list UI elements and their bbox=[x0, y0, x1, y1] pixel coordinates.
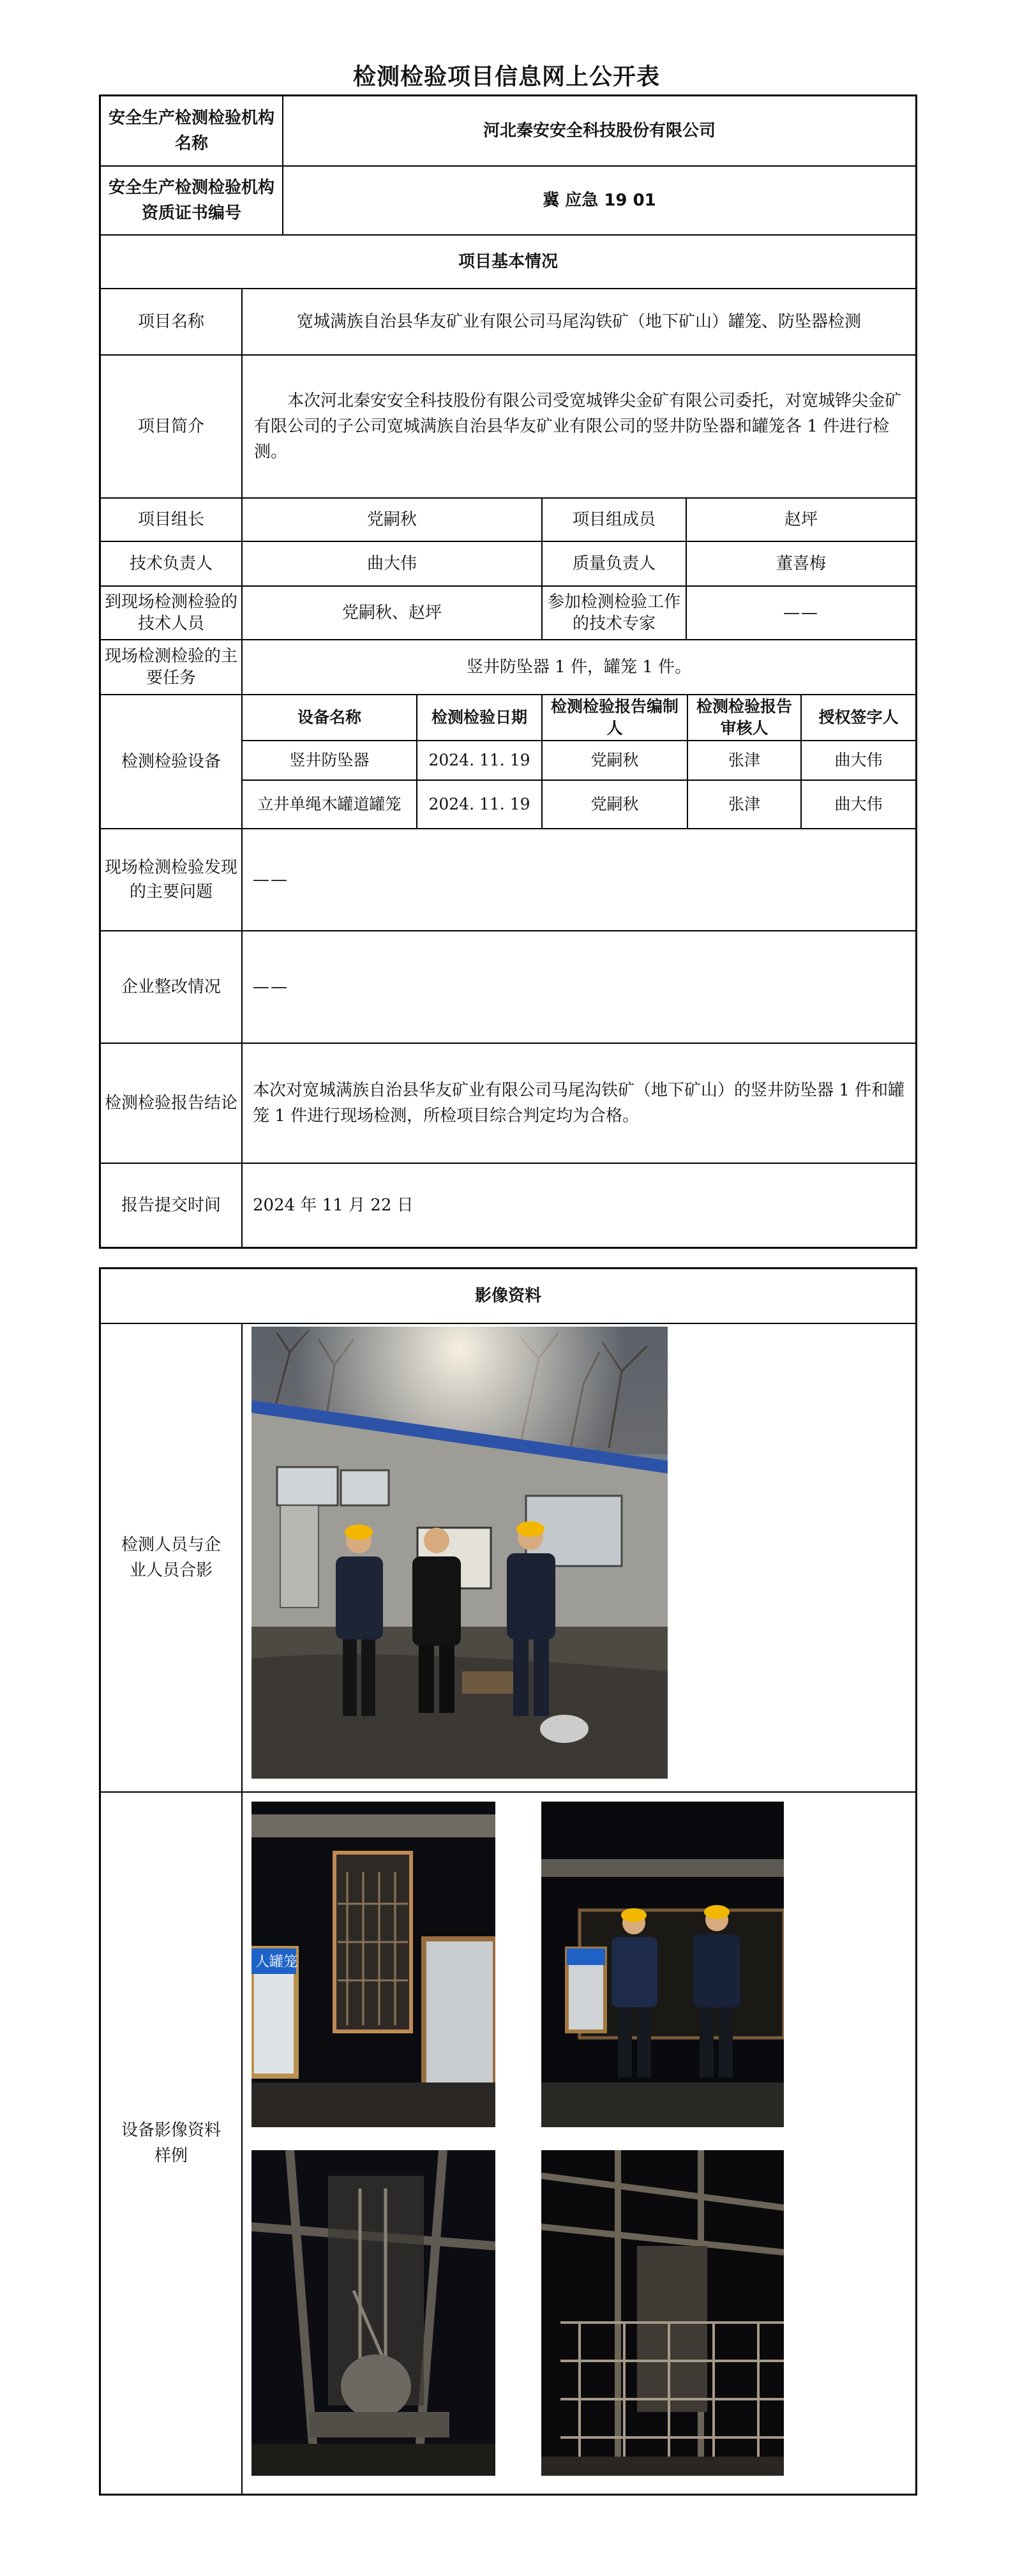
table-row bbox=[243, 781, 915, 828]
conclusion-text: 本次对宽城满族自治县华友矿业有限公司马尾沟铁矿（地下矿山）的竖井防坠器 1 件和罐笼 1 件进行现场检测，所检项目综合判定均为合格。 bbox=[241, 1044, 915, 1163]
headframe-image bbox=[251, 2150, 495, 2476]
equip-cell: 2024. 11. 19 bbox=[416, 781, 541, 828]
intro-label: 项目简介 bbox=[137, 417, 204, 436]
cage-front-image bbox=[251, 1802, 495, 2127]
issues-label: 现场检测检验发现的主要问题 bbox=[105, 858, 238, 901]
onsite-label: 到现场检测检验的技术人员 bbox=[105, 592, 238, 633]
equip-header-author: 检测检验报告编制人 bbox=[541, 695, 687, 740]
submit-value: 2024 年 11 月 22 日 bbox=[241, 1164, 915, 1247]
rectify-value: —— bbox=[241, 931, 915, 1043]
equip-cell: 党嗣秋 bbox=[541, 741, 687, 780]
cert-label: 安全生产检测检验机构资质证书编号 bbox=[108, 178, 274, 223]
rectify-label: 企业整改情况 bbox=[121, 977, 221, 997]
equip-cell: 曲大伟 bbox=[800, 741, 915, 780]
submit-label: 报告提交时间 bbox=[121, 1196, 221, 1215]
equipment-table bbox=[241, 695, 915, 828]
project-name-row bbox=[101, 289, 915, 356]
group-photo-label: 检测人员与企业人员合影 bbox=[121, 1535, 221, 1580]
images-section-title: 影像资料 bbox=[474, 1286, 541, 1306]
equip-cell: 张津 bbox=[687, 781, 800, 828]
page-title: 检测检验项目信息网上公开表 bbox=[352, 64, 660, 90]
cert-value: 冀 应急 19 01 bbox=[282, 167, 915, 234]
equipment-photos-label: 设备影像资料样例 bbox=[121, 2121, 221, 2165]
equipment-photo-cage-front bbox=[251, 1802, 495, 2127]
cert-row bbox=[101, 167, 915, 236]
group-photo-row bbox=[101, 1324, 915, 1793]
quality-label: 质量负责人 bbox=[541, 542, 686, 585]
equip-header-reviewer: 检测检验报告审核人 bbox=[687, 695, 800, 740]
equipment-photos-row bbox=[101, 1793, 915, 2494]
expert-value: —— bbox=[686, 587, 915, 639]
equip-header-signer: 授权签字人 bbox=[800, 695, 915, 740]
org-name-label: 安全生产检测检验机构名称 bbox=[108, 109, 274, 153]
images-table bbox=[99, 1267, 917, 2496]
info-table bbox=[99, 94, 917, 1249]
tech-row bbox=[101, 542, 915, 587]
expert-label: 参加检测检验工作的技术专家 bbox=[541, 587, 686, 639]
rectify-row bbox=[101, 931, 915, 1044]
task-row bbox=[101, 640, 915, 695]
group-photo bbox=[251, 1327, 668, 1779]
leader-row bbox=[101, 499, 915, 542]
equip-cell: 党嗣秋 bbox=[541, 781, 687, 828]
org-name-value: 河北秦安安全科技股份有限公司 bbox=[282, 96, 915, 165]
equipment-row bbox=[101, 695, 915, 829]
task-label: 现场检测检验的主要任务 bbox=[105, 647, 238, 688]
org-name-row bbox=[101, 96, 915, 167]
submit-row bbox=[101, 1164, 915, 1247]
equip-header-name: 设备名称 bbox=[297, 708, 361, 727]
equip-cell: 竖井防坠器 bbox=[289, 751, 370, 769]
tech-label: 技术负责人 bbox=[129, 554, 213, 573]
conclusion-row bbox=[101, 1044, 915, 1164]
group-photo-image bbox=[251, 1327, 668, 1779]
intro-text: 本次河北秦安安全科技股份有限公司受宽城铧尖金矿有限公司委托，对宽城铧尖金矿有限公司的子公司宽城满族自治县华友矿业有限公司的竖井防坠器和罐笼各 1 件进行检测。 bbox=[241, 356, 915, 497]
onsite-row bbox=[101, 587, 915, 640]
table-row bbox=[243, 741, 915, 781]
project-name-label: 项目名称 bbox=[137, 312, 204, 331]
conclusion-label: 检测检验报告结论 bbox=[105, 1094, 238, 1113]
basic-section-row bbox=[101, 236, 915, 289]
equipment-photo-inspectors bbox=[541, 1802, 784, 2127]
leader-label: 项目组长 bbox=[137, 510, 204, 529]
tech-value: 曲大伟 bbox=[241, 542, 541, 585]
project-name-value: 宽城满族自治县华友矿业有限公司马尾沟铁矿（地下矿山）罐笼、防坠器检测 bbox=[241, 289, 915, 354]
equipment-table-header bbox=[243, 695, 915, 741]
intro-row bbox=[101, 356, 915, 499]
inspectors-image bbox=[541, 1802, 784, 2127]
member-label: 项目组成员 bbox=[541, 499, 686, 541]
task-value: 竖井防坠器 1 件，罐笼 1 件。 bbox=[241, 640, 915, 694]
cage-sign-text: 人罐笼 bbox=[255, 1954, 298, 1970]
issues-value: —— bbox=[241, 829, 915, 930]
leader-value: 党嗣秋 bbox=[241, 499, 541, 541]
quality-value: 董喜梅 bbox=[686, 542, 915, 585]
issues-row bbox=[101, 829, 915, 931]
equipment-label: 检测检验设备 bbox=[121, 752, 221, 771]
equip-cell: 张津 bbox=[687, 741, 800, 780]
equip-header-date: 检测检验日期 bbox=[416, 695, 541, 740]
onsite-value: 党嗣秋、赵坪 bbox=[241, 587, 541, 639]
equip-cell: 曲大伟 bbox=[800, 781, 915, 828]
member-value: 赵坪 bbox=[686, 499, 915, 541]
equip-cell: 立井单绳木罐道罐笼 bbox=[257, 795, 401, 813]
equipment-photo-headframe bbox=[251, 2150, 495, 2476]
equipment-photo-guides bbox=[541, 2150, 784, 2476]
guides-image bbox=[541, 2150, 784, 2476]
images-section-row bbox=[101, 1269, 915, 1324]
equip-cell: 2024. 11. 19 bbox=[416, 741, 541, 780]
basic-section-title: 项目基本情况 bbox=[458, 252, 558, 271]
